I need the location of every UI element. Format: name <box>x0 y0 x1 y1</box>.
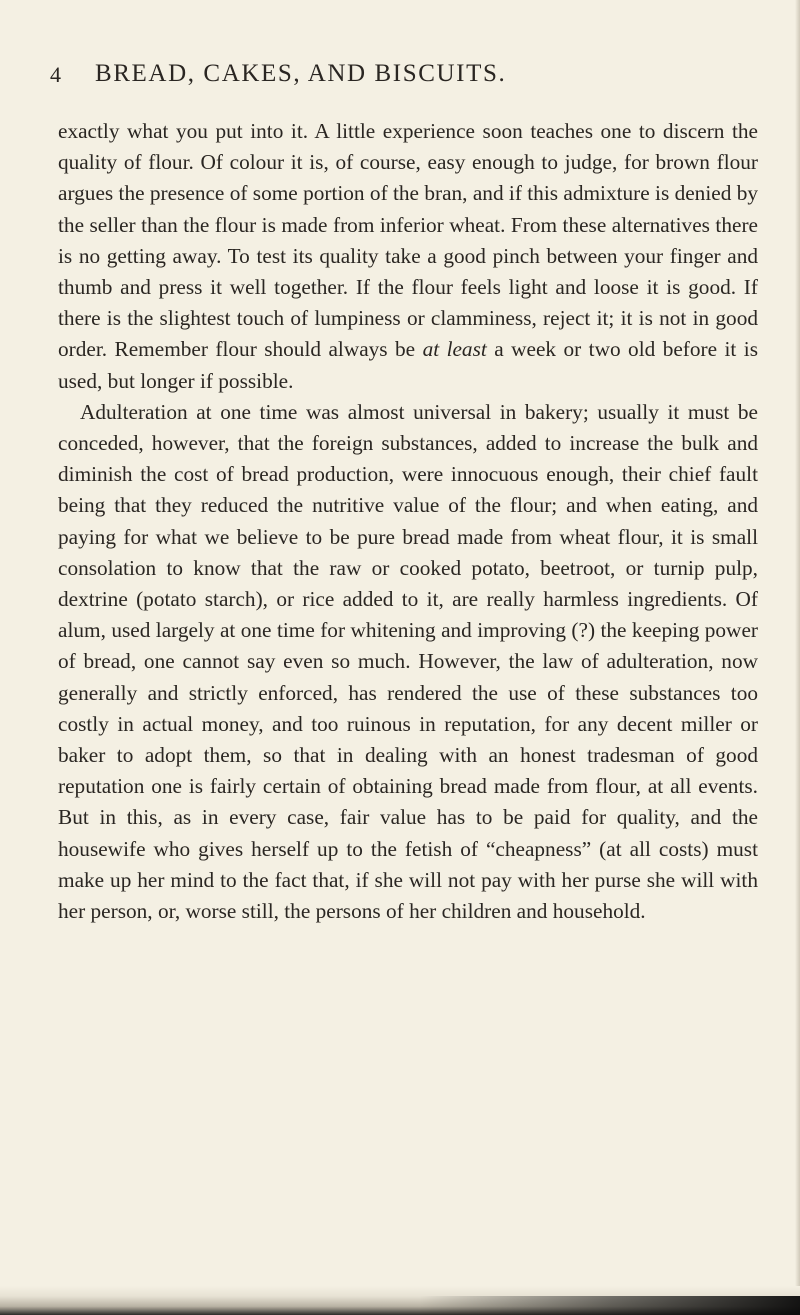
paragraph-1-text-a: exactly what you put into it. A little experience soon teaches one to discern the quality of flour. Of colour it is, of course, easy enough to judge, for brown flour argues the presence of some portion of the bran, and if this admixture is denied by the seller than the flour is made from inferior wheat. From these alternatives there is no getting away. To test its quality take a good pinch between your finger and thumb and press it well together. If the flour feels light and loose it is good. If there is the slightest touch of lumpiness or clamminess, reject it; it is not in good order. Remember flour should always be <box>58 119 758 362</box>
paragraph-1 <box>58 116 758 397</box>
paragraph-1-italic: at least <box>422 337 487 362</box>
page-header <box>50 52 750 92</box>
paragraph-2 <box>58 397 758 927</box>
paragraph-1-text-b: a week or two old before it is used, but longer if possible. <box>58 337 758 393</box>
paragraph-2-text: Adulteration at one time was almost universal in bakery; usually it must be conceded, however, that the foreign substances, added to increase the bulk and diminish the cost of bread production, were innocuous enough, their chief fault being that they reduced the nutritive value of the flour; and when eating, and paying for what we believe to be pure bread made from wheat flour, it is small consolation to know that the raw or cooked potato, beetroot, or turnip pulp, dextrine (potato starch), or rice added to it, are really harmless ingredients. Of alum, used largely at one time for whitening and improving (?) the keeping power of bread, one cannot say even so much. However, the law of adulteration, now generally and strictly enforced, has rendered the use of these substances too costly in actual money, and too ruinous in reputation, for any decent miller or baker to adopt them, so that in dealing with an honest tradesman of good reputation one is fairly certain of obtaining bread made from flour, at all events. But in this, as in every case, fair value has to be paid for quality, and the housewife who gives herself up to the fetish of “cheapness” (at all costs) must make up her mind to the fact that, if she will not pay with her purse she will with her person, or, worse still, the persons of her children and household. <box>58 399 758 924</box>
running-head: BREAD, CAKES, AND BISCUITS. <box>95 60 507 87</box>
page-number: 4 <box>50 62 62 87</box>
page-edge-shadow <box>795 0 800 1315</box>
scan-shadow <box>420 1296 800 1315</box>
body-text <box>58 116 758 927</box>
